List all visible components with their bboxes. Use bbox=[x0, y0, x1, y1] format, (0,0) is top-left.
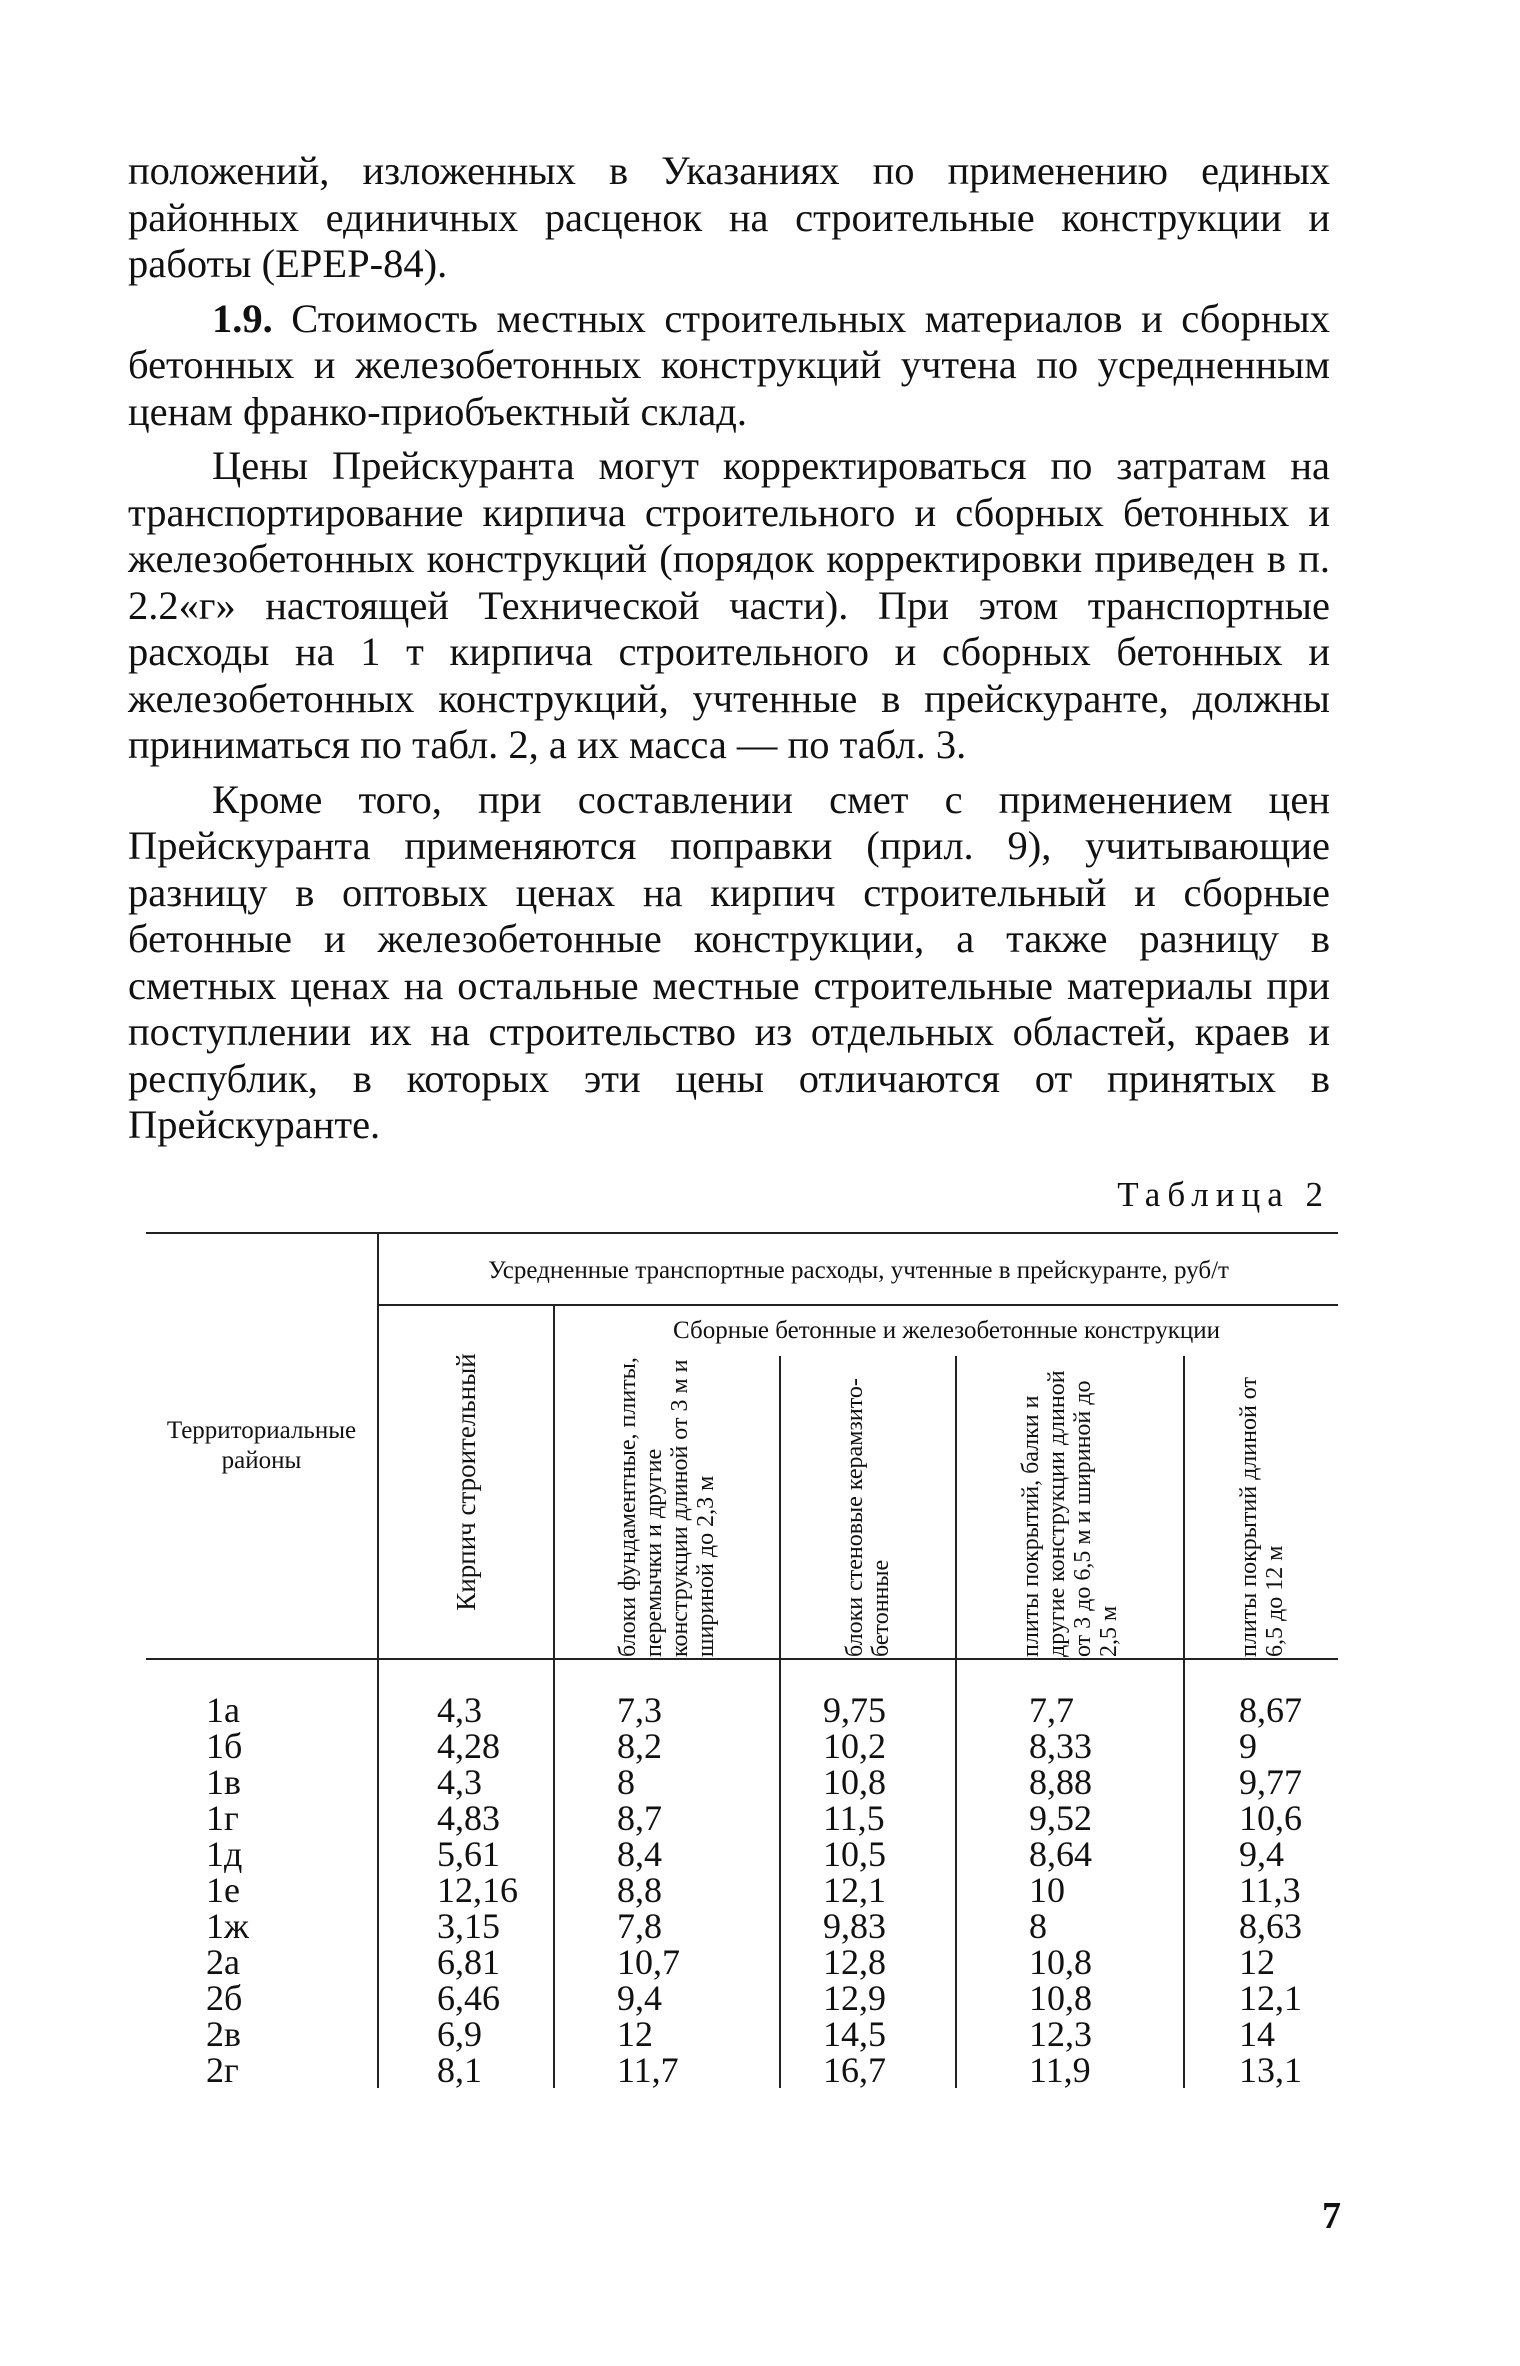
table-caption: Таблица 2 bbox=[1117, 1175, 1330, 1214]
table-row: 2б 6,46 9,4 12,9 10,8 12,1 bbox=[146, 1980, 1338, 2016]
table-row: 1ж 3,15 7,8 9,83 8 8,63 bbox=[146, 1908, 1338, 1944]
paragraph-1: положений, изложенных в Указаниях по применению единых районных единичных расценок на строительные конструкции и работы (ЕРЕР-84). bbox=[128, 148, 1330, 286]
table-row: 1д 5,61 8,4 10,5 8,64 9,4 bbox=[146, 1836, 1338, 1872]
column-header-region: Территориальные районы bbox=[146, 1233, 378, 1659]
table-body bbox=[146, 1659, 1338, 2088]
group-header: Усредненные транспортные расходы, учтенные в прейскуранте, руб/т bbox=[378, 1233, 1338, 1305]
table-row: 1е 12,16 8,8 12,1 10 11,3 bbox=[146, 1872, 1338, 1908]
column-header-slabs-long: плиты покрытий длиной от 6,5 до 12 м bbox=[1184, 1356, 1338, 1659]
transport-costs-table bbox=[146, 1232, 1338, 2088]
table-row: 1г 4,83 8,7 11,5 9,52 10,6 bbox=[146, 1800, 1338, 1836]
column-header-slabs-short: плиты покрытий, балки и другие конструкции длиной от 3 до 6,5 м и шириной до 2,5 м bbox=[956, 1356, 1184, 1659]
paragraph-1-9 bbox=[128, 296, 1330, 436]
column-header-foundation-blocks: блоки фундаментные, плиты, перемычки и другие конструкции длиной от 3 м и шириной до 2,3 м bbox=[554, 1356, 780, 1659]
clause-number: 1.9. bbox=[212, 295, 273, 341]
body-text bbox=[128, 148, 1330, 1157]
page-number: 7 bbox=[1322, 2195, 1341, 2237]
table-row: 1в 4,3 8 10,8 8,88 9,77 bbox=[146, 1764, 1338, 1800]
table-row: 1б 4,28 8,2 10,2 8,33 9 bbox=[146, 1728, 1338, 1764]
paragraph-prices: Цены Прейскуранта могут корректироваться по затратам на транспортирование кирпича строительного и сборных бетонных и железобетонных конструкций (порядок корректировки приведен в п. 2.2«г» настоящей Технической части). При этом транспортные расходы на 1 т кирпича строительного и сборных бетонных и железобетонных конструкций, учтенные в прейскуранте, должны приниматься по табл. 2, а их масса — по табл. 3. bbox=[128, 443, 1330, 767]
table-row: 1а 4,3 7,3 9,75 7,7 8,67 bbox=[146, 1692, 1338, 1728]
clause-text: Стоимость местных строительных материалов и сборных бетонных и железобетонных конструкций учтена по усредненным ценам франко-приобъектный склад. bbox=[128, 295, 1330, 434]
table-row: 2г 8,1 11,7 16,7 11,9 13,1 bbox=[146, 2052, 1338, 2088]
subgroup-header: Сборные бетонные и железобетонные конструкции bbox=[554, 1305, 1338, 1356]
column-header-wall-blocks: блоки стеновые керамзито-бетонные bbox=[780, 1356, 956, 1659]
paragraph-corrections: Кроме того, при составлении смет с применением цен Прейскуранта применяются поправки (прил. 9), учитывающие разницу в оптовых ценах на кирпич строительный и сборные бетонные и железобетонные конструкции, а также разницу в сметных ценах на остальные местные строительные материалы при поступлении их на строительство из отдельных областей, краев и республик, в которых эти цены отличаются от принятых в Прейскуранте. bbox=[128, 776, 1330, 1147]
table-row: 2а 6,81 10,7 12,8 10,8 12 bbox=[146, 1944, 1338, 1980]
table-row: 2в 6,9 12 14,5 12,3 14 bbox=[146, 2016, 1338, 2052]
column-header-brick: Кирпич строительный bbox=[378, 1305, 554, 1659]
